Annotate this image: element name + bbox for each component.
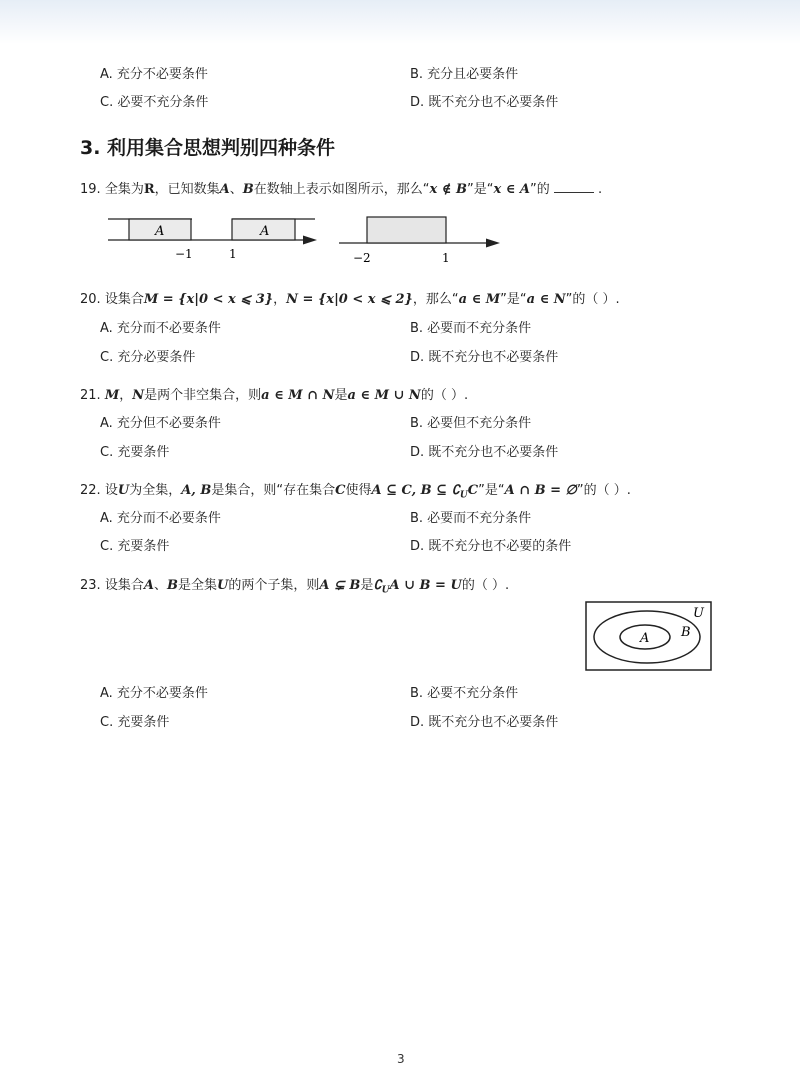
q23-set-u: U xyxy=(216,578,229,593)
q21-text-1: ， xyxy=(119,388,133,403)
q21-option-a[interactable]: A. 充分但不必要条件 xyxy=(100,416,221,431)
q18-option-c[interactable]: C. 必要不充分条件 xyxy=(100,95,209,110)
q22-number: 22. xyxy=(80,483,101,498)
question-23 xyxy=(80,574,509,596)
q21-text-4: 的（ ）. xyxy=(420,388,469,403)
q22-text-5: ”是“ xyxy=(478,483,505,498)
q20-text-2: ，那么“ xyxy=(412,292,459,307)
q19-text-2: ，已知数集 xyxy=(154,182,220,197)
q19-number: 19. xyxy=(80,182,101,197)
q20-set-m: M = {x|0 < x ⩽ 3} xyxy=(143,292,274,307)
q20-condition-1: a ∈ M xyxy=(458,292,501,307)
q23-complement: ∁ xyxy=(373,578,382,593)
q22-option-a[interactable]: A. 充分而不必要条件 xyxy=(100,511,221,526)
q23-text-2: 是全集 xyxy=(177,578,217,593)
q21-option-d[interactable]: D. 既不充分也不必要条件 xyxy=(410,445,559,460)
q22-text-1: 设 xyxy=(104,483,118,498)
q23-sep: 、 xyxy=(153,578,167,593)
q23-complement-subscript: U xyxy=(381,585,390,596)
q23-text-3: 的两个子集，则 xyxy=(228,578,320,593)
venn-label-a: A xyxy=(640,631,650,646)
q23-option-b[interactable]: B. 必要不充分条件 xyxy=(410,686,519,701)
q21-number: 21. xyxy=(80,388,101,403)
q22-text-4: 使得 xyxy=(345,483,372,498)
q19-number-line-figure-2 xyxy=(336,212,506,268)
q21-set-m: M xyxy=(104,388,120,403)
q22-set-c: C xyxy=(335,483,346,498)
q19-set-b: B xyxy=(242,182,254,197)
q20-option-d[interactable]: D. 既不充分也不必要条件 xyxy=(410,350,559,365)
q20-option-a[interactable]: A. 充分而不必要条件 xyxy=(100,321,221,336)
q19-condition-2: x ∈ A xyxy=(493,182,530,197)
q20-condition-2: a ∈ N xyxy=(526,292,566,307)
q23-set-b: B xyxy=(166,578,178,593)
q23-condition-1: A ⊊ B xyxy=(319,578,361,593)
q20-text-3: ”是“ xyxy=(500,292,527,307)
q22-complement-subscript: U xyxy=(459,490,468,501)
q19-fig2-tick-1: −2 xyxy=(353,251,371,265)
venn-label-u: U xyxy=(693,606,704,621)
question-19 xyxy=(80,178,602,197)
q23-option-a[interactable]: A. 充分不必要条件 xyxy=(100,686,208,701)
q22-condition-1: A ⊆ C, B ⊆ ∁ xyxy=(371,483,460,498)
q22-text-2: 为全集， xyxy=(129,483,182,498)
q22-option-c[interactable]: C. 充要条件 xyxy=(100,539,170,554)
q21-text-2: 是两个非空集合，则 xyxy=(144,388,262,403)
q21-option-b[interactable]: B. 必要但不充分条件 xyxy=(410,416,532,431)
q19-text-1: 全集为 xyxy=(104,182,144,197)
q23-text-4: 是 xyxy=(360,578,374,593)
q20-comma: ， xyxy=(273,292,287,307)
question-21 xyxy=(80,384,468,403)
q22-condition-1-tail: C xyxy=(467,483,479,498)
axis-arrow-icon xyxy=(486,239,500,248)
q19-set-a: A xyxy=(219,182,230,197)
q21-set-n: N xyxy=(132,388,145,403)
q19-condition-1: x ∉ B xyxy=(429,182,467,197)
q19-sep: 、 xyxy=(229,182,243,197)
q19-number-line-figure-1 xyxy=(105,212,320,264)
venn-label-b: B xyxy=(681,625,691,640)
q19-end: . xyxy=(597,182,603,197)
q19-fig1-label-a2: A xyxy=(260,224,270,239)
q19-text-5: ”的 xyxy=(529,182,550,197)
q21-option-c[interactable]: C. 充要条件 xyxy=(100,445,170,460)
q20-option-c[interactable]: C. 充分必要条件 xyxy=(100,350,196,365)
q20-text-1: 设集合 xyxy=(104,292,144,307)
q19-set-r: R xyxy=(143,182,155,197)
q20-number: 20. xyxy=(80,292,101,307)
q23-venn-diagram xyxy=(585,601,713,673)
question-22 xyxy=(80,479,631,501)
q21-text-3: 是 xyxy=(334,388,348,403)
q22-text-3: 是集合，则“存在集合 xyxy=(211,483,336,498)
page-number: 3 xyxy=(397,1052,405,1066)
q18-option-d[interactable]: D. 既不充分也不必要条件 xyxy=(410,95,559,110)
q20-text-4: ”的（ ）. xyxy=(565,292,620,307)
q22-sets-ab: A, B xyxy=(181,483,212,498)
q22-option-b[interactable]: B. 必要而不充分条件 xyxy=(410,511,532,526)
q19-fig2-tick-2: 1 xyxy=(442,251,450,265)
q23-text-1: 设集合 xyxy=(104,578,144,593)
q18-option-a[interactable]: A. 充分不必要条件 xyxy=(100,67,208,82)
q19-text-3: 在数轴上表示如图所示，那么“ xyxy=(253,182,430,197)
q23-text-5: 的（ ）. xyxy=(461,578,510,593)
q21-condition-1: a ∈ M ∩ N xyxy=(261,388,335,403)
set-b-interval xyxy=(367,217,446,243)
page-header-band xyxy=(0,0,800,44)
q23-number: 23. xyxy=(80,578,101,593)
q23-condition-2: A ∪ B = U xyxy=(389,578,462,593)
q19-text-4: ”是“ xyxy=(466,182,494,197)
q22-set-u: U xyxy=(117,483,130,498)
q21-condition-2: a ∈ M ∪ N xyxy=(347,388,421,403)
q23-option-c[interactable]: C. 充要条件 xyxy=(100,715,170,730)
question-20 xyxy=(80,288,620,307)
q19-answer-blank[interactable] xyxy=(554,181,594,193)
section-title: 3. 利用集合思想判别四种条件 xyxy=(80,137,336,159)
q22-text-6: ”的（ ）. xyxy=(576,483,631,498)
q19-fig1-label-a1: A xyxy=(155,224,165,239)
q19-fig1-tick-1: −1 xyxy=(175,247,193,261)
q20-option-b[interactable]: B. 必要而不充分条件 xyxy=(410,321,532,336)
q19-fig1-tick-2: 1 xyxy=(229,247,237,261)
q23-option-d[interactable]: D. 既不充分也不必要条件 xyxy=(410,715,559,730)
q22-option-d[interactable]: D. 既不充分也不必要的条件 xyxy=(410,539,572,554)
q23-set-a: A xyxy=(143,578,154,593)
q18-option-b[interactable]: B. 充分且必要条件 xyxy=(410,67,519,82)
q20-set-n: N = {x|0 < x ⩽ 2} xyxy=(286,292,413,307)
axis-arrow-icon xyxy=(303,236,317,245)
q22-condition-2: A ∩ B = ∅ xyxy=(504,483,577,498)
